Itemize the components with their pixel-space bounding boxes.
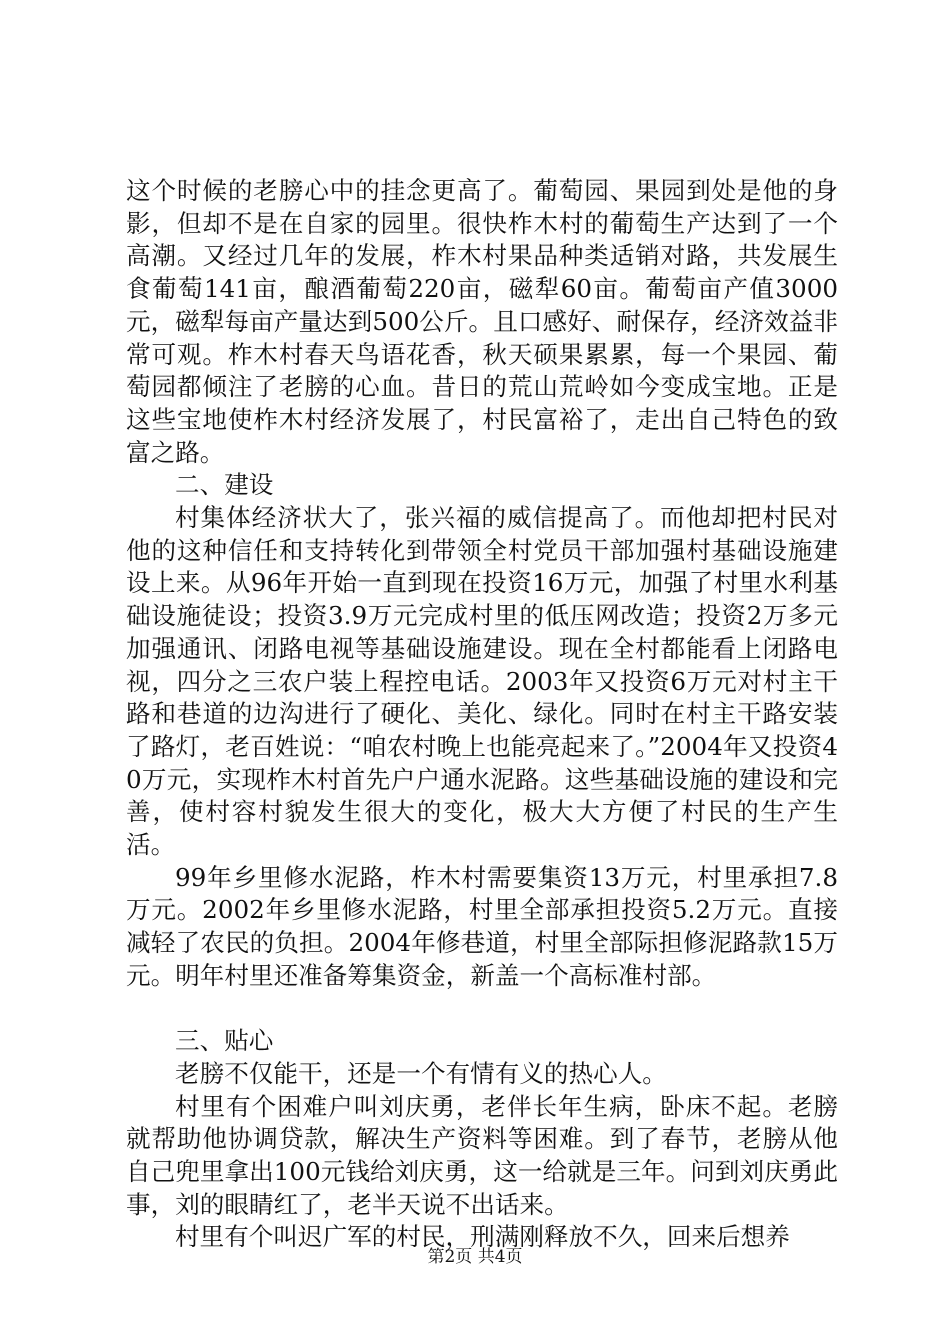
paragraph-liu-qingyong: 村里有个困难户叫刘庆勇，老伴长年生病，卧床不起。老膀就帮助他协调贷款，解决生产资料等困难。到了春节，老膀从他自己兜里拿出100元钱给刘庆勇，这一给就是三年。问到刘庆勇此事，刘的眼睛红了，老半天说不出话来。 (126, 1091, 838, 1219)
paragraph-chi-guangjun: 村里有个叫迟广军的村民，刑满刚释放不久，回来后想养 (175, 1222, 790, 1252)
section-heading-caring: 三、贴心 (175, 1026, 274, 1056)
page-number-footer: 第2页 共4页 (427, 1247, 523, 1267)
paragraph-grape-orchards: 这个时候的老膀心中的挂念更高了。葡萄园、果园到处是他的身影，但却不是在自家的园里。很快柞木村的葡萄生产达到了一个高潮。又经过几年的发展，柞木村果品种类适销对路，共发展生食葡萄141亩，酿酒葡萄220亩，磁犁60亩。葡萄亩产值3000元，磁犁每亩产量达到500公斤。且口感好、耐保存，经济效益非常可观。柞木村春天鸟语花香，秋天硕果累累，每一个果园、葡萄园都倾注了老膀的心血。昔日的荒山荒岭如今变成宝地。正是这些宝地使柞木村经济发展了，村民富裕了，走出自己特色的致富之路。 (126, 176, 838, 467)
paragraph-infrastructure: 村集体经济状大了，张兴福的威信提高了。而他却把村民对他的这种信任和支持转化到带领全村党员干部加强村基础设施建设上来。从96年开始一直到现在投资16万元，加强了村里水利基础设施徒设；投资3.9万元完成村里的低压网改造；投资2万多元加强通讯、闭路电视等基础设施建设。现在全村都能看上闭路电视，四分之三农户装上程控电话。2003年又投资6万元对村主干路和巷道的边沟进行了硬化、美化、绿化。同时在村主干路安装了路灯，老百姓说：“咱农村晚上也能亮起来了。”2004年又投资40万元，实现柞木村首先户户通水泥路。这些基础设施的建设和完善，使村容村貌发生很大的变化，极大大方便了村民的生产生活。 (126, 503, 838, 860)
document-body (126, 175, 838, 1254)
paragraph-cement-roads: 99年乡里修水泥路，柞木村需要集资13万元，村里承担7.8万元。2002年乡里修水泥路，村里全部承担投资5.2万元。直接减轻了农民的负担。2004年修巷道，村里全部际担修泥路款15万元。明年村里还准备筹集资金，新盖一个高标准村部。 (126, 862, 838, 990)
paragraph-warm-hearted: 老膀不仅能干，还是一个有情有义的热心人。 (175, 1058, 667, 1088)
section-heading-construction: 二、建设 (175, 470, 274, 500)
paragraph-spacer (126, 993, 838, 1026)
